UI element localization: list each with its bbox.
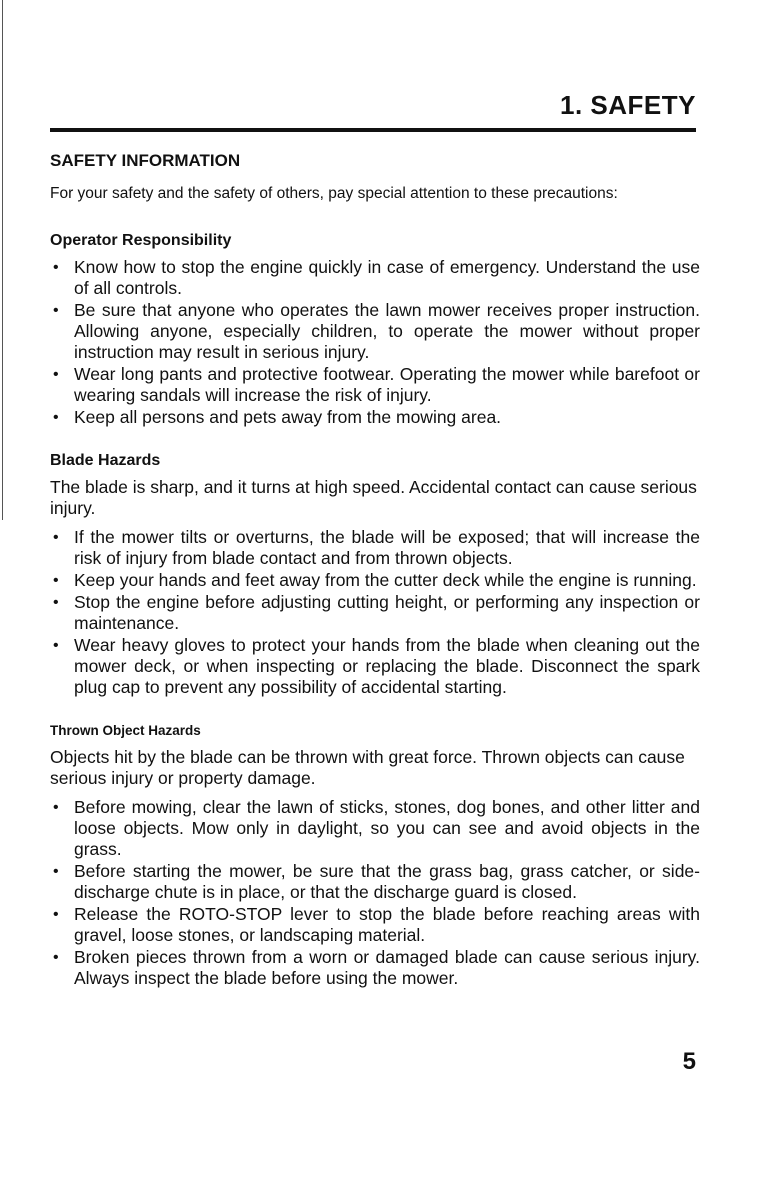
list-item-text: Know how to stop the engine quickly in case of emergency. Understand the use of all controls. xyxy=(74,257,700,298)
bullet-icon: • xyxy=(53,799,59,816)
section-heading: Blade Hazards xyxy=(50,452,161,469)
list-item-text: Before starting the mower, be sure that the grass bag, grass catcher, or side-discharge chute is in place, or that the discharge guard is closed. xyxy=(74,861,700,902)
list-item-text: Before mowing, clear the lawn of sticks, stones, dog bones, and other litter and loose objects. Mow only in daylight, so you can see and avoid objects in the grass. xyxy=(74,797,700,859)
list-item xyxy=(50,300,700,363)
list-item-text: If the mower tilts or overturns, the blade will be exposed; that will increase the risk of injury from blade contact and from thrown objects. xyxy=(74,527,700,568)
bullet-icon: • xyxy=(53,409,59,426)
list-item xyxy=(50,527,700,569)
section-heading: Operator Responsibility xyxy=(50,232,232,249)
list-item-text: Keep your hands and feet away from the cutter deck while the engine is running. xyxy=(74,570,697,590)
bullet-icon: • xyxy=(53,259,59,276)
list-item xyxy=(50,797,700,860)
list-item xyxy=(50,407,700,428)
page-number: 5 xyxy=(682,1048,696,1075)
list-item-text: Wear heavy gloves to protect your hands from the blade when cleaning out the mower deck, or when inspecting or replacing the blade. Disconnect the spark plug cap to prevent any possibility of accidental starting. xyxy=(74,635,700,697)
list-item xyxy=(50,570,700,591)
scan-edge-line xyxy=(2,0,3,520)
intro-paragraph: For your safety and the safety of others, pay special attention to these precautions: xyxy=(50,185,618,202)
list-item xyxy=(50,364,700,406)
section-operator-responsibility xyxy=(50,230,700,428)
header-rule xyxy=(50,128,696,132)
page-content xyxy=(50,150,700,1011)
section-heading: Thrown Object Hazards xyxy=(50,723,201,738)
bullet-icon: • xyxy=(53,594,59,611)
list-item xyxy=(50,592,700,634)
section-thrown-object-hazards xyxy=(50,720,700,989)
bullet-icon: • xyxy=(53,637,59,654)
list-item-text: Keep all persons and pets away from the mowing area. xyxy=(74,407,502,427)
list-item-text: Release the ROTO-STOP lever to stop the blade before reaching areas with gravel, loose stones, or landscaping material. xyxy=(74,904,700,945)
section-paragraph: Objects hit by the blade can be thrown with great force. Thrown objects can cause serious injury or property damage. xyxy=(50,747,685,788)
bullet-list xyxy=(50,527,700,698)
list-item xyxy=(50,947,700,989)
list-item-text: Wear long pants and protective footwear. Operating the mower while barefoot or wearing sandals will increase the risk of injury. xyxy=(74,364,700,405)
bullet-list xyxy=(50,257,700,428)
list-item xyxy=(50,257,700,299)
bullet-icon: • xyxy=(53,949,59,966)
bullet-icon: • xyxy=(53,529,59,546)
bullet-icon: • xyxy=(53,302,59,319)
page-heading: SAFETY INFORMATION xyxy=(50,151,241,170)
section-paragraph: The blade is sharp, and it turns at high speed. Accidental contact can cause serious injury. xyxy=(50,477,697,518)
section-blade-hazards xyxy=(50,450,700,698)
list-item-text: Be sure that anyone who operates the lawn mower receives proper instruction. Allowing anyone, especially children, to operate the mower without proper instruction may result in serious injury. xyxy=(74,300,700,362)
bullet-icon: • xyxy=(53,572,59,589)
bullet-icon: • xyxy=(53,366,59,383)
list-item xyxy=(50,861,700,903)
list-item xyxy=(50,904,700,946)
list-item xyxy=(50,635,700,698)
bullet-list xyxy=(50,797,700,989)
list-item-text: Broken pieces thrown from a worn or damaged blade can cause serious injury. Always inspect the blade before using the mower. xyxy=(74,947,700,988)
section-title: 1. SAFETY xyxy=(560,90,696,120)
list-item-text: Stop the engine before adjusting cutting height, or performing any inspection or maintenance. xyxy=(74,592,700,633)
bullet-icon: • xyxy=(53,906,59,923)
bullet-icon: • xyxy=(53,863,59,880)
